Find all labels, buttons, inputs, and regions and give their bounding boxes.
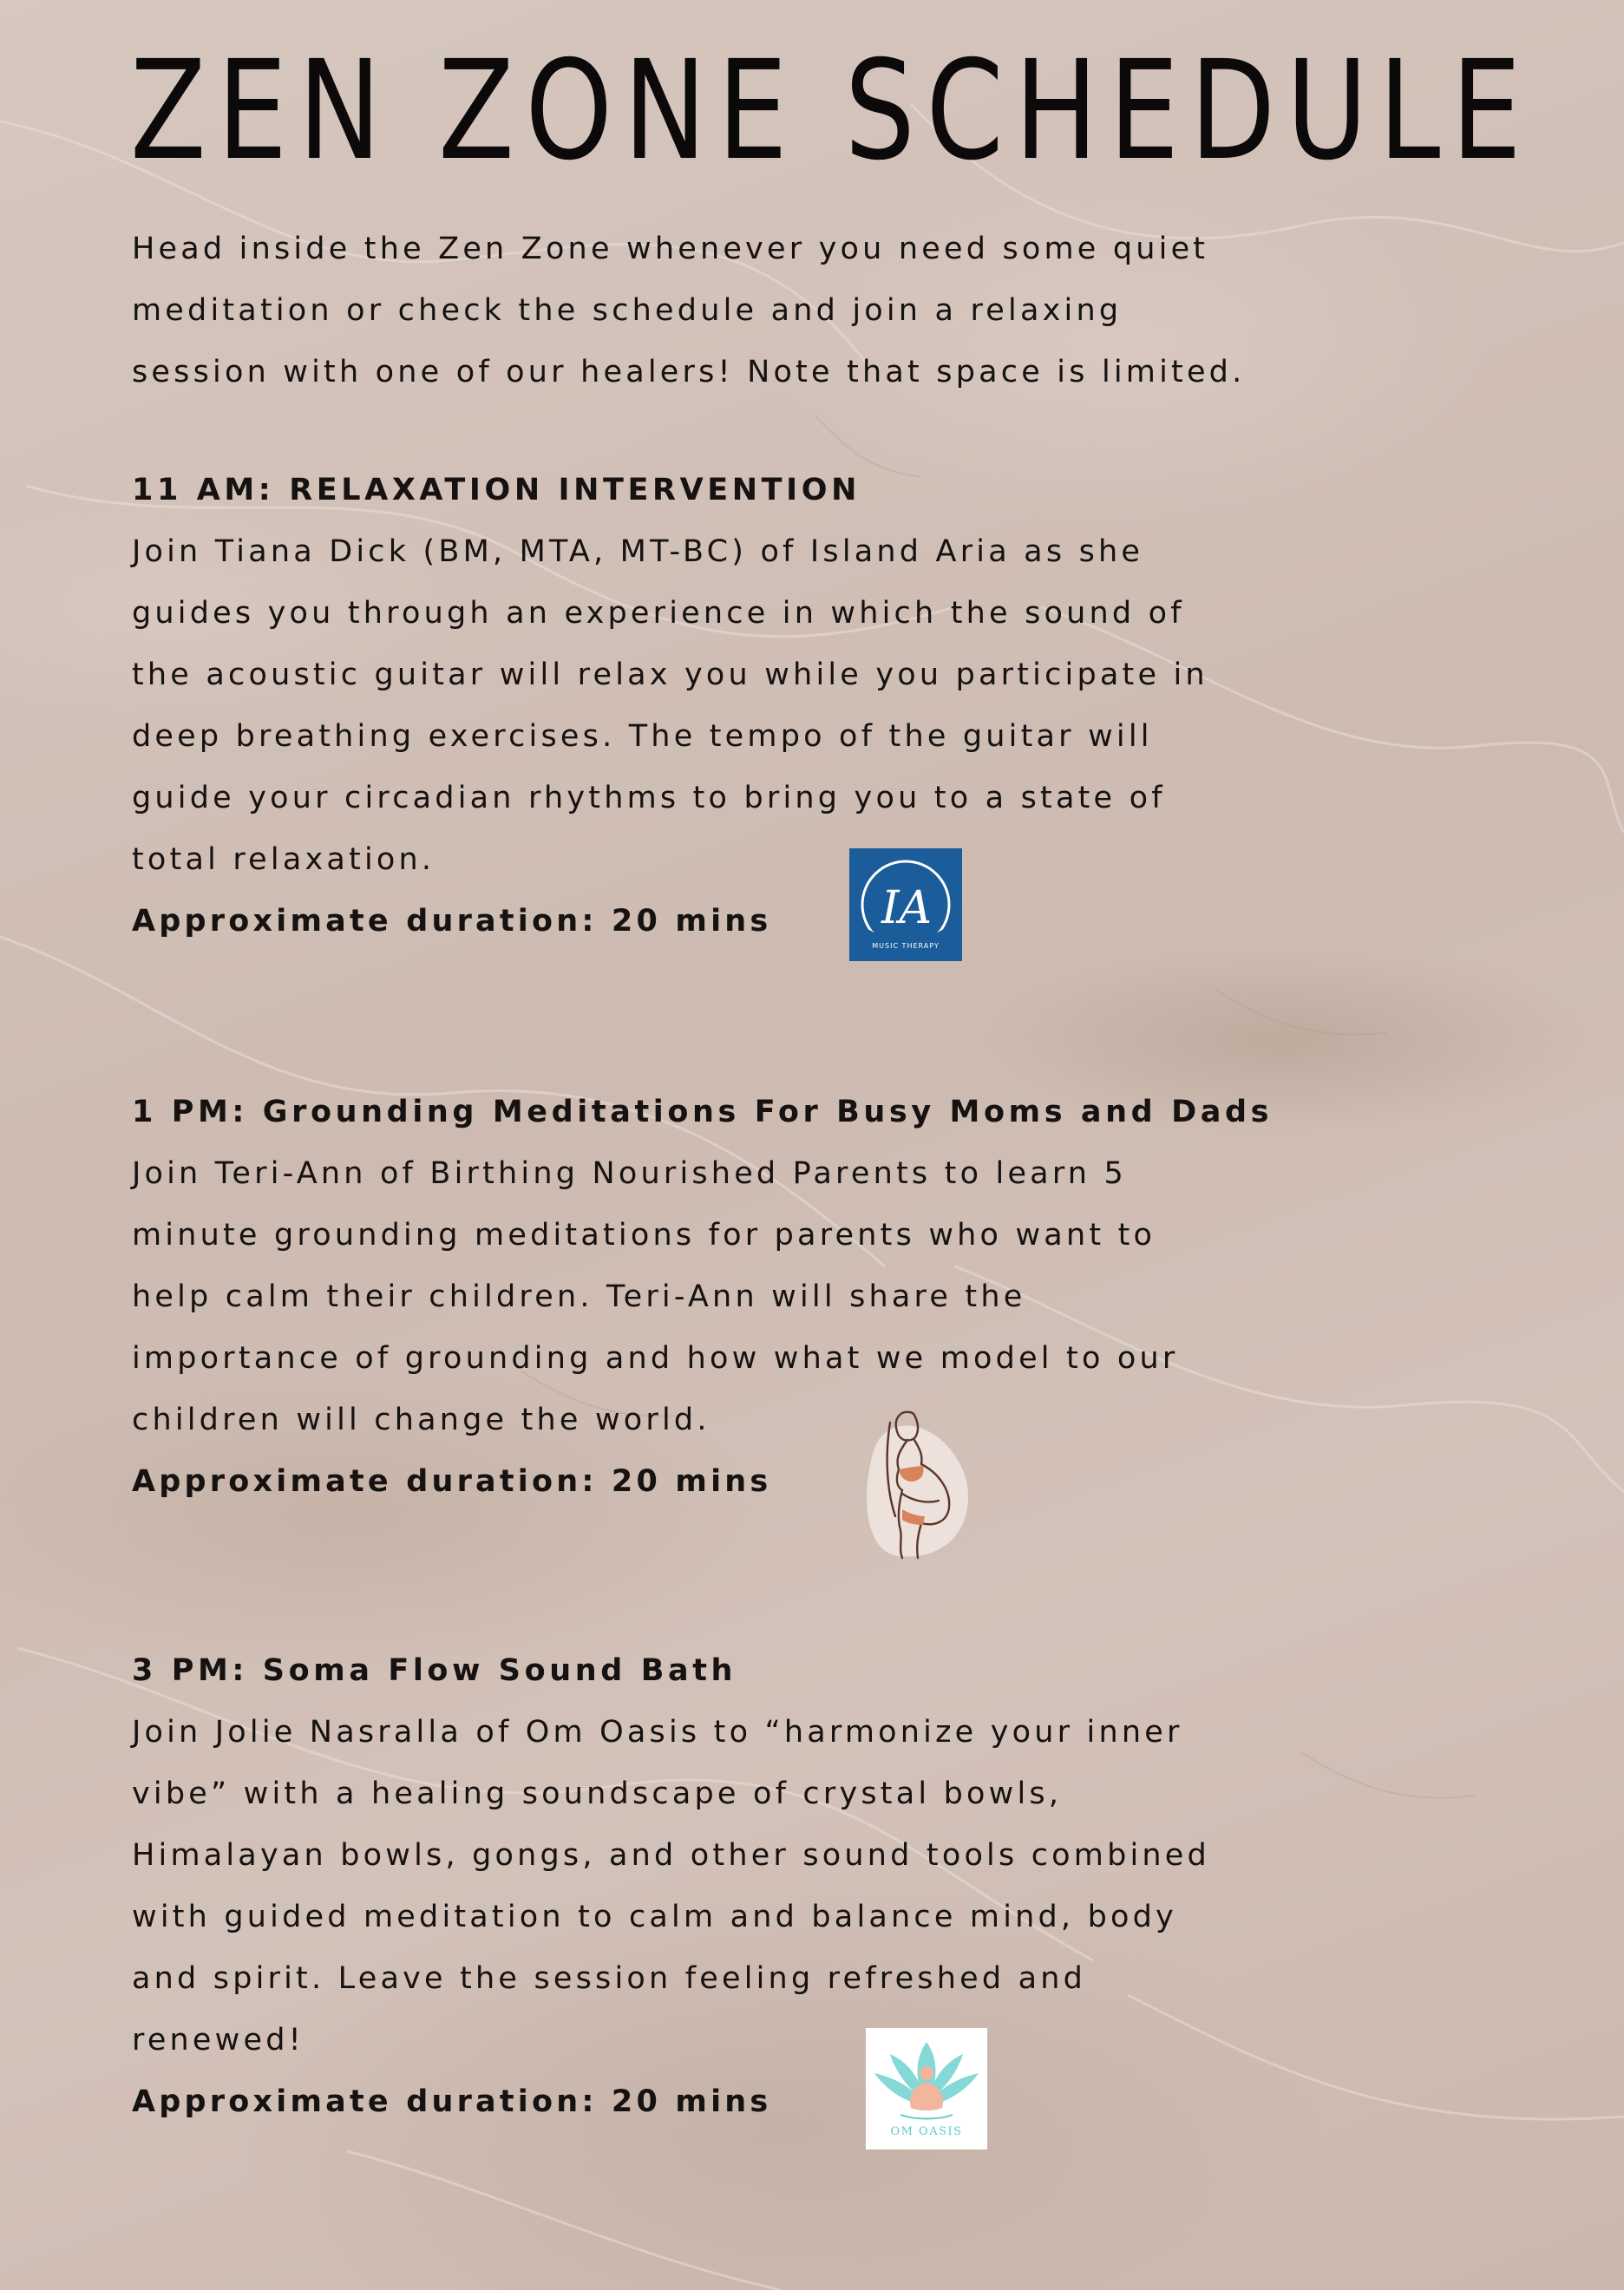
duration-label: Approximate duration: 20 mins <box>132 2084 772 2119</box>
description-line: with guided meditation to calm and balance mind, body <box>132 1900 1177 1934</box>
description-line: and spirit. Leave the session feeling refreshed and <box>132 1961 1087 1996</box>
duration-label: Approximate duration: 20 mins <box>132 1464 772 1499</box>
session-soma-flow-sound-bath <box>132 1640 1589 2133</box>
description-line: Join Jolie Nasralla of Om Oasis to “harmonize your inner <box>132 1715 1183 1750</box>
pregnant-woman-illustration-icon <box>864 1403 972 1560</box>
om-oasis-logo-text: OM OASIS <box>890 2125 963 2138</box>
description-line: Join Teri-Ann of Birthing Nourished Parents to learn 5 <box>132 1156 1127 1191</box>
description-line: deep breathing exercises. The tempo of the guitar will <box>132 719 1153 754</box>
description-line: Join Tiana Dick (BM, MTA, MT-BC) of Island Aria as she <box>132 534 1144 569</box>
session-description <box>132 1143 1589 1451</box>
session-heading: 11 AM: RELAXATION INTERVENTION <box>132 473 861 507</box>
intro-line: meditation or check the schedule and join a relaxing <box>132 293 1123 328</box>
intro-line: session with one of our healers! Note that space is limited. <box>132 355 1246 389</box>
intro-paragraph <box>132 219 1555 403</box>
description-line: children will change the world. <box>132 1403 710 1437</box>
session-heading: 1 PM: Grounding Meditations For Busy Moms and Dads <box>132 1095 1274 1129</box>
island-aria-logo-subtext: MUSIC THERAPY <box>872 942 940 950</box>
page-title: ZEN ZONE SCHEDULE <box>130 31 1533 191</box>
description-line: guides you through an experience in which the sound of <box>132 596 1185 631</box>
description-line: minute grounding meditations for parents who want to <box>132 1218 1156 1253</box>
description-line: vibe” with a healing soundscape of crystal bowls, <box>132 1776 1063 1811</box>
description-line: the acoustic guitar will relax you while you participate in <box>132 658 1208 692</box>
description-line: guide your circadian rhythms to bring you to a state of <box>132 781 1166 815</box>
description-line: Himalayan bowls, gongs, and other sound tools combined <box>132 1838 1210 1873</box>
session-grounding-meditations <box>132 1082 1589 1513</box>
description-line: importance of grounding and how what we model to our <box>132 1341 1179 1376</box>
session-heading: 3 PM: Soma Flow Sound Bath <box>132 1653 737 1688</box>
island-aria-logo-icon <box>849 848 962 961</box>
description-line: total relaxation. <box>132 842 435 877</box>
description-line: help calm their children. Teri-Ann will share the <box>132 1279 1026 1314</box>
session-description <box>132 1702 1589 2071</box>
description-line: renewed! <box>132 2023 304 2058</box>
island-aria-logo-letters: IA <box>881 882 933 934</box>
intro-line: Head inside the Zen Zone whenever you need some quiet <box>132 232 1209 266</box>
session-description <box>132 521 1589 891</box>
om-oasis-lotus-logo-icon <box>866 2028 987 2149</box>
duration-label: Approximate duration: 20 mins <box>132 904 772 939</box>
